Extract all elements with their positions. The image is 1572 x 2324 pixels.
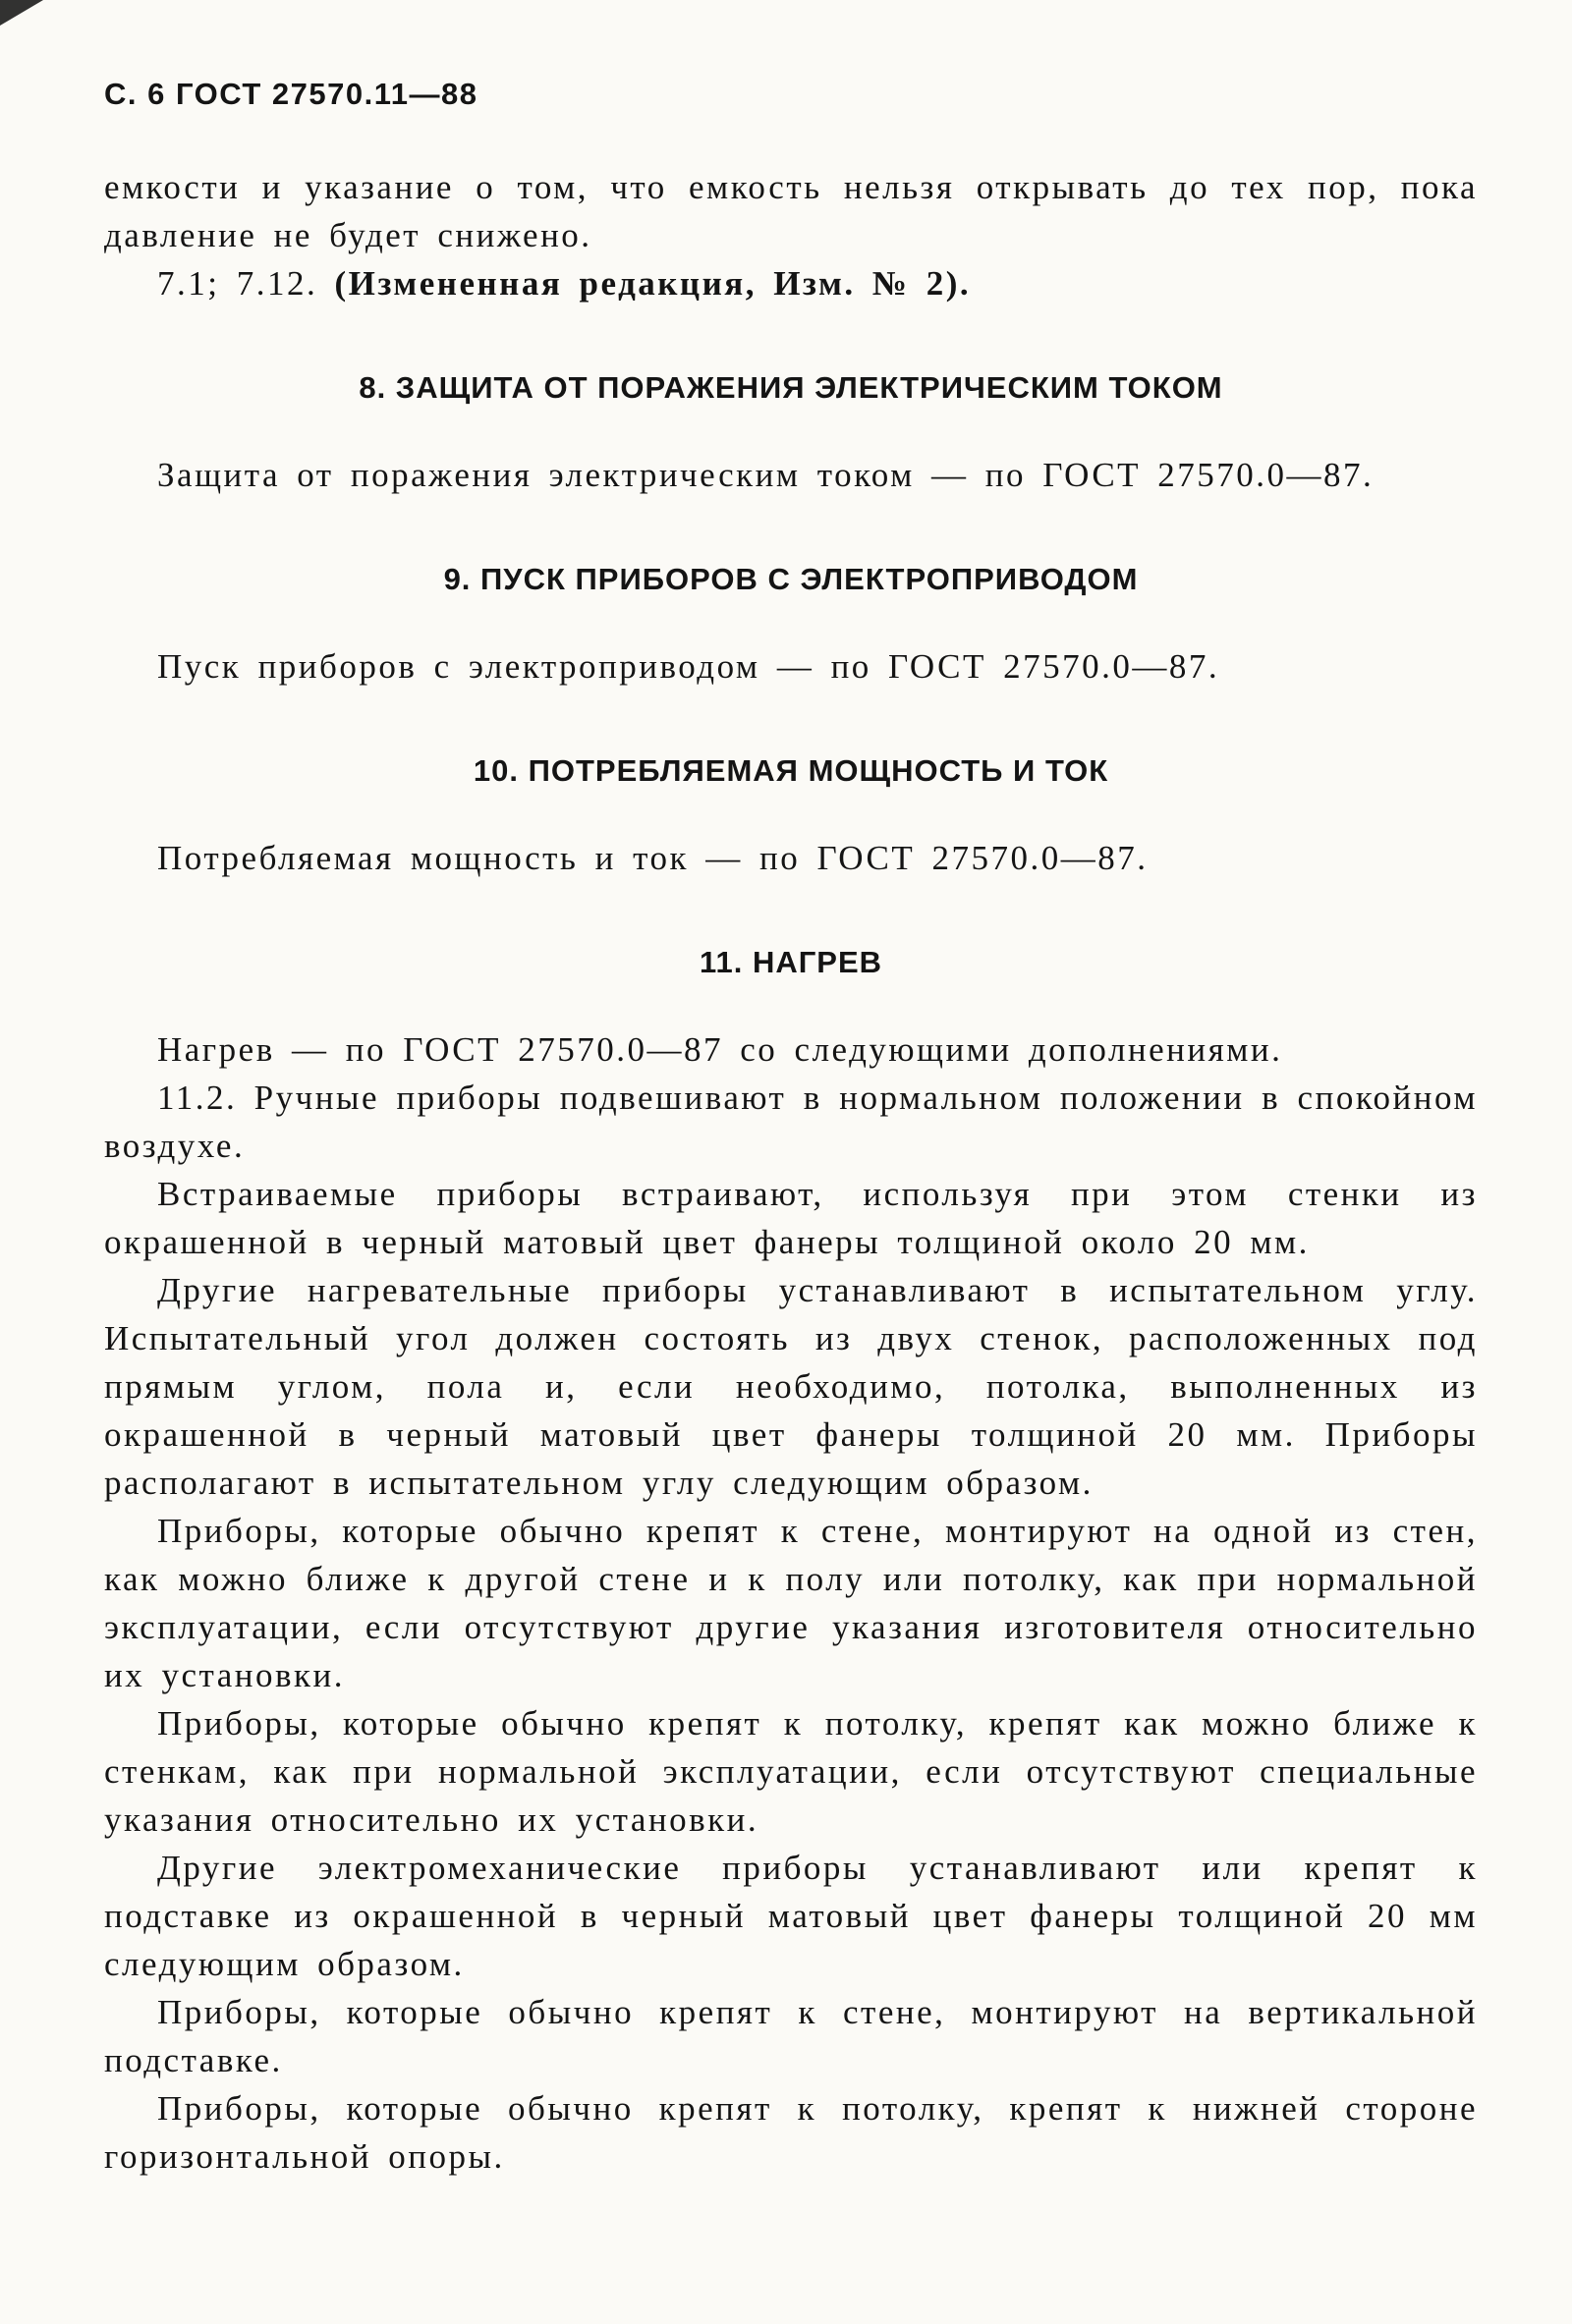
section-11-paragraph: Другие нагревательные приборы устанавливают в испытательном углу. Испытательный угол должен состоять из двух стенок, расположенных под прямым углом, пола и, если необходимо, потолка, выполненных из окрашенной в черный матовый цвет фанеры толщиной 20 мм. Приборы располагают в испытательном углу следующим образом.: [104, 1271, 1478, 1502]
section-11-paragraph: Другие электромеханические приборы устанавливают или крепят к подставке из окрашенной в черный матовый цвет фанеры толщиной 20 мм следующим образом.: [104, 1849, 1478, 1983]
section-9-heading: 9. ПУСК ПРИБОРОВ С ЭЛЕКТРОПРИВОДОМ: [443, 562, 1139, 596]
section-11-paragraph: Приборы, которые обычно крепят к стене, монтируют на одной из стен, как можно ближе к другой стене и к полу или потолку, как при нормальной эксплуатации, если отсутствуют другие указания изготовителя относительно их установки.: [104, 1512, 1478, 1694]
section-10-body: Потребляемая мощность и ток — по ГОСТ 27570.0—87.: [157, 839, 1149, 877]
section-9-body: Пуск приборов с электроприводом — по ГОСТ 27570.0—87.: [157, 647, 1220, 686]
section-11-paragraph: Приборы, которые обычно крепят к потолку, крепят как можно ближе к стенкам, как при нормальной эксплуатации, если отсутствуют специальные указания относительно их установки.: [104, 1704, 1478, 1839]
revision-note: [104, 259, 1478, 307]
section-8-body: Защита от поражения электрическим током — по ГОСТ 27570.0—87.: [157, 456, 1375, 494]
section-8-heading: 8. ЗАЩИТА ОТ ПОРАЖЕНИЯ ЭЛЕКТРИЧЕСКИМ ТОКОМ: [359, 370, 1223, 405]
paragraph-continuation: емкости и указание о том, что емкость нельзя открывать до тех пор, пока давление не будет снижено.: [104, 168, 1478, 254]
section-11-paragraph: Встраиваемые приборы встраивают, используя при этом стенки из окрашенной в черный матовый цвет фанеры толщиной около 20 мм.: [104, 1175, 1478, 1261]
scan-artifact: [0, 0, 43, 26]
section-10-heading: 10. ПОТРЕБЛЯЕМАЯ МОЩНОСТЬ И ТОК: [473, 753, 1109, 788]
section-11-paragraph: Приборы, которые обычно крепят к стене, монтируют на вертикальной подставке.: [104, 1993, 1478, 2079]
section-11-paragraph: Нагрев — по ГОСТ 27570.0—87 со следующими дополнениями.: [157, 1030, 1283, 1069]
page-header: С. 6 ГОСТ 27570.11—88: [104, 77, 478, 111]
revision-note-bold: (Измененная редакция, Изм. № 2).: [334, 264, 972, 303]
section-11-paragraph: Приборы, которые обычно крепят к потолку, крепят к нижней стороне горизонтальной опоры.: [104, 2089, 1478, 2176]
section-11-heading: 11. НАГРЕВ: [699, 945, 883, 979]
section-11-paragraph: 11.2. Ручные приборы подвешивают в нормальном положении в спокойном воздухе.: [104, 1079, 1478, 1165]
revision-clauses: 7.1; 7.12.: [157, 264, 335, 303]
